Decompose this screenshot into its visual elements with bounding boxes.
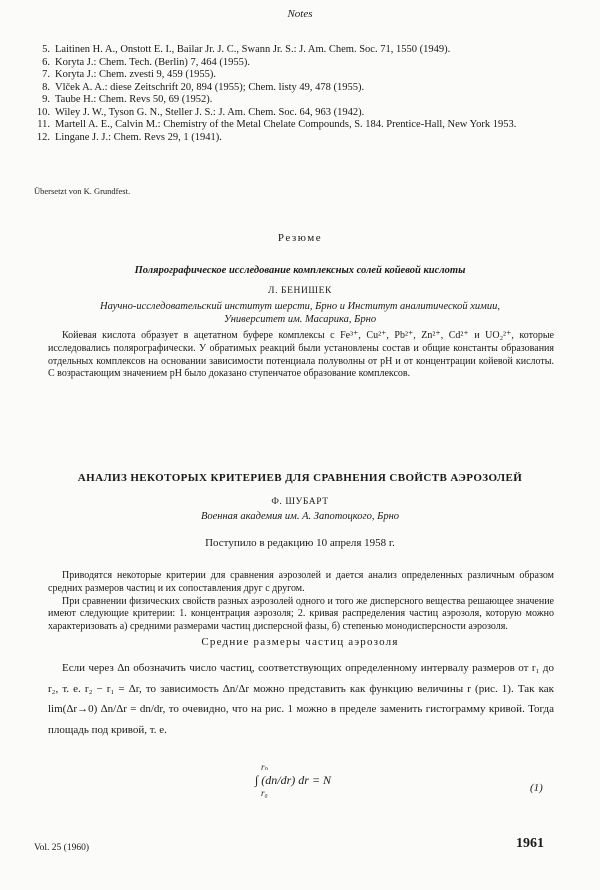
reference-number: 7. <box>42 69 50 80</box>
resume-affiliation: Научно-исследовательский институт шерсти, Брно и Институт аналитической химии, Университет им. Масарика, Брно <box>100 301 500 325</box>
resume-title: Полярографическое исследование комплексных солей койевой кислоты <box>134 265 466 276</box>
reference-item <box>34 69 574 82</box>
reference-number: 9. <box>42 94 50 105</box>
reference-text: Wiley J. W., Tyson G. N., Steller J. S.: J. Am. Chem. Soc. 64, 963 (1942). <box>55 106 365 118</box>
article-affiliation: Военная академия им. А. Запотоцкого, Брно <box>200 511 400 522</box>
resume-abstract-text: Койевая кислота образует в ацетатном буфере комплексы с Fe³⁺, Cu²⁺, Pb²⁺, Zn²⁺, Cd²⁺ и UO₂²⁺, которые исследовались полярографически. У обратимых реакций были установлены состав и общие константы образования отдельных комплексов на основании зависимости потенциала полуволны от pH и от концентрации койевой кислоты. С возрастающим значением pH было доказано ступенчатое образование комплексов. <box>48 330 554 380</box>
body-text <box>48 658 554 740</box>
abstract-paragraph-1: Приводятся некоторые критерии для сравнения аэрозолей и дается анализ определенных различным образом средних размеров частиц и их сопоставления друг с другом. <box>48 570 554 594</box>
reference-number: 6. <box>42 56 50 68</box>
reference-item <box>34 107 574 120</box>
equation <box>255 762 331 798</box>
reference-text: Koryta J.: Chem. Tech. (Berlin) 7, 464 (1955). <box>55 56 251 68</box>
reference-number: 5. <box>42 44 50 55</box>
reference-number: 12. <box>36 131 50 143</box>
footer-page-number: 1961 <box>516 836 544 851</box>
footer-volume: Vol. 25 (1960) <box>34 843 89 853</box>
translator-credit: Übersetzt von K. Grundfest. <box>34 186 131 196</box>
reference-text: Lingane J. J.: Chem. Revs 29, 1 (1941). <box>55 131 222 143</box>
article-abstract <box>48 570 554 634</box>
resume-heading: Резюме <box>277 232 323 244</box>
article-author: Ф. ШУБАРТ <box>271 497 329 507</box>
reference-number: 10. <box>36 106 50 118</box>
reference-text: Laitinen H. A., Onstott E. I., Bailar Jr. J. C., Swann Jr. S.: J. Am. Chem. Soc. 71, 1550 (1949). <box>55 44 451 55</box>
abstract-paragraph-2: При сравнении физических свойств разных аэрозолей одного и того же дисперсного вещества решающее значение имеют следующие критерии: 1. концентрация аэрозоля; 2. кривая распределения частиц аэрозоля, которую можно характеризовать а) средними размерами частиц дисперсной фазы, б) степенью монодисперсности аэрозоля. <box>48 595 554 633</box>
resume-abstract <box>48 330 554 381</box>
reference-item <box>34 132 574 145</box>
reference-item <box>34 44 574 57</box>
equation-number: (1) <box>530 782 543 794</box>
body-paragraph: Если через Δn обозначить число частиц, соответствующих определенному интервалу размеров от r₁ до r₂, т. е. r₂ − r₁ = Δr, то зависимость Δn/Δr можно представить как функцию величины r (рис. 1). Так как lim(Δr→0) Δn/Δr = dn/dr, то очевидно, что на рис. 1 можно в пределе заменить гистограмму кривой. Тогда площадь под кривой, т. е. <box>48 662 554 736</box>
reference-text: Vlček A. A.: diese Zeitschrift 20, 894 (1955); Chem. listy 49, 478 (1955). <box>55 81 365 93</box>
reference-text: Taube H.: Chem. Revs 50, 69 (1952). <box>55 94 213 105</box>
reference-item <box>34 57 574 70</box>
reference-number: 8. <box>42 81 50 93</box>
equation-body: ∫ (dn/dr) dr = N <box>255 773 332 787</box>
integral-upper-limit: rₙ <box>261 762 269 772</box>
reference-item <box>34 119 574 132</box>
reference-number: 11. <box>37 119 50 130</box>
running-head: Notes <box>287 8 313 20</box>
reference-text: Koryta J.: Chem. zvesti 9, 459 (1955). <box>55 69 216 80</box>
reference-text: Martell A. E., Calvin M.: Chemistry of the Metal Chelate Compounds, S. 184. Prentice-Hall, New York 1953. <box>55 119 517 130</box>
article-title: АНАЛИЗ НЕКОТОРЫХ КРИТЕРИЕВ ДЛЯ СРАВНЕНИЯ СВОЙСТВ АЭРОЗОЛЕЙ <box>77 472 523 484</box>
reference-item <box>34 82 574 95</box>
resume-author: Л. БЕНИШЕК <box>268 286 332 296</box>
reference-item <box>34 94 574 107</box>
integral-lower-limit: r₀ <box>261 788 268 798</box>
received-date: Поступило в редакцию 10 апреля 1958 г. <box>205 537 395 549</box>
reference-list <box>34 44 574 144</box>
section-heading: Средние размеры частиц аэрозоля <box>201 636 399 648</box>
